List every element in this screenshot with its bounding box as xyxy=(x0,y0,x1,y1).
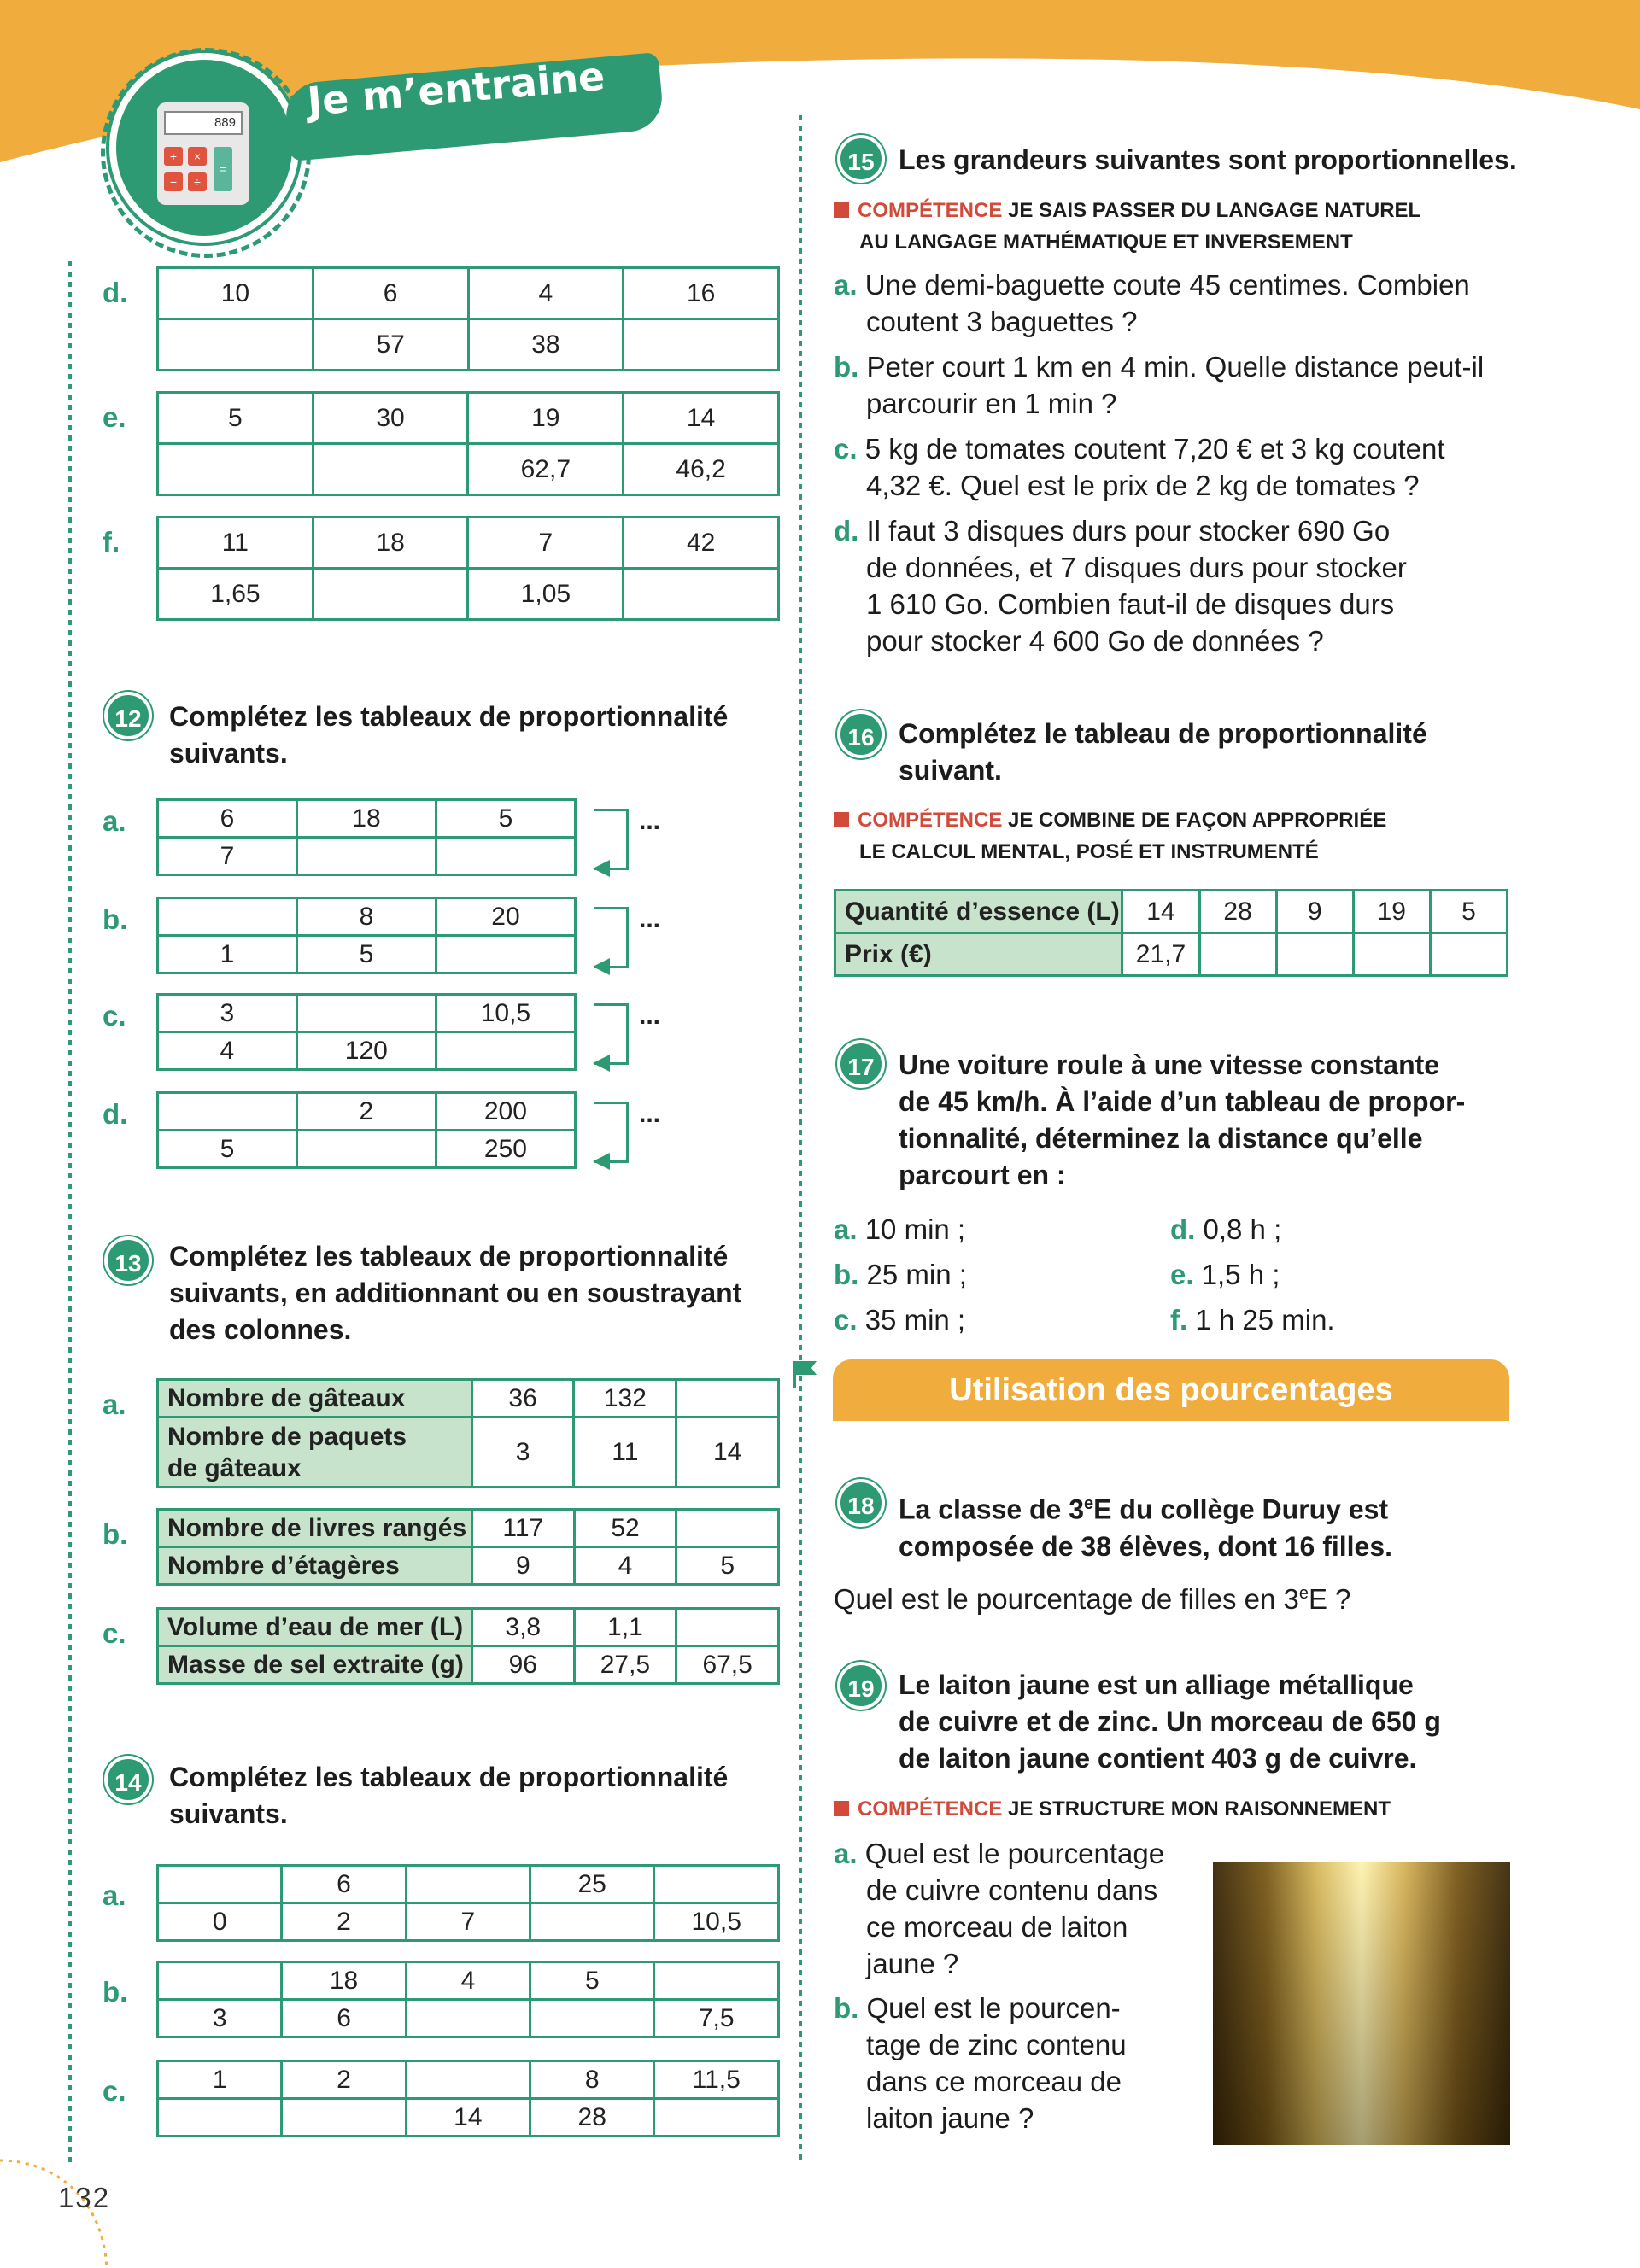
table-cell: 16 xyxy=(624,268,779,319)
table-row xyxy=(158,1962,779,2000)
table-cell xyxy=(158,898,297,936)
table-cell: 57 xyxy=(313,319,468,371)
table-cell xyxy=(676,1609,779,1646)
table-row xyxy=(158,2099,779,2136)
table-row xyxy=(158,1609,779,1646)
exercise-title: Complétez les tableaux de proportionnalité suivants. xyxy=(169,1762,729,1829)
question-b: b. Quel est le pourcen- tage de zinc contenu dans ce morceau de laiton jaune ? xyxy=(834,1992,1127,2134)
table-cell xyxy=(158,1866,282,1903)
table-cell: 14 xyxy=(624,393,779,444)
table-row xyxy=(158,1903,779,1941)
item-label: c. xyxy=(102,2075,126,2107)
table-cell: 14 xyxy=(1122,891,1199,933)
table-cell: 8 xyxy=(530,2061,654,2099)
table-cell xyxy=(676,1510,779,1547)
table-cell xyxy=(1353,933,1430,976)
table-cell: 52 xyxy=(574,1510,676,1547)
item-label: e. xyxy=(102,401,126,433)
question-a: a. Quel est le pourcentage de cuivre contenu dans ce morceau de laiton jaune ? xyxy=(834,1838,1165,1979)
header-title: Je m’entraine xyxy=(305,52,607,125)
table-row xyxy=(158,319,779,371)
calculator-display: 889 xyxy=(164,111,243,135)
table-row xyxy=(158,1547,779,1585)
table-row xyxy=(158,1093,576,1131)
row-header: Volume d’eau de mer (L) xyxy=(158,1609,472,1646)
table-row xyxy=(158,1032,576,1070)
table-cell: 8 xyxy=(296,898,436,936)
proportionality-table xyxy=(156,1508,780,1586)
ratio-placeholder: ... xyxy=(639,1100,661,1128)
table-cell: 117 xyxy=(472,1510,574,1547)
proportionality-table xyxy=(834,889,1508,977)
section-title: Utilisation des pourcentages xyxy=(833,1359,1509,1421)
table-cell: 46,2 xyxy=(624,444,779,495)
table-cell: 4 xyxy=(574,1547,676,1585)
table-cell xyxy=(158,1962,282,2000)
item-label: b. xyxy=(102,903,128,935)
table-cell: 6 xyxy=(282,1866,406,1903)
table-cell xyxy=(624,319,779,371)
table-cell: 20 xyxy=(436,898,575,936)
table-cell: 9 xyxy=(472,1547,574,1585)
table-cell: 6 xyxy=(313,268,468,319)
exercise-number: 16 xyxy=(837,710,885,758)
row-header: Quantité d’essence (L) xyxy=(835,891,1122,933)
table-cell: 10,5 xyxy=(654,1903,779,1941)
question-item: d. 0,8 h ; xyxy=(1170,1213,1282,1245)
row-header: Prix (€) xyxy=(835,933,1122,976)
table-cell: 200 xyxy=(436,1093,575,1131)
ratio-placeholder: ... xyxy=(639,807,661,835)
exercise-title: Complétez les tableaux de proportionnalité suivants, en additionnant ou en soustrayant des colonnes. xyxy=(169,1241,742,1345)
exercise-title: La classe de 3eE du collège Duruy est composée de 38 élèves, dont 16 filles. xyxy=(899,1493,1393,1562)
proportionality-table xyxy=(156,897,577,974)
proportionality-table xyxy=(156,993,577,1071)
competence-note: COMPÉTENCE JE SAIS PASSER DU LANGAGE NATUREL AU LANGAGE MATHÉMATIQUE ET INVERSEMENT xyxy=(834,195,1420,258)
table-row xyxy=(158,1510,779,1547)
page-number: 132 xyxy=(58,2182,111,2213)
table-row xyxy=(158,1866,779,1903)
ratio-placeholder: ... xyxy=(639,1002,661,1030)
table-cell: 7,5 xyxy=(654,2000,779,2037)
item-label: d. xyxy=(102,277,128,308)
question-item: a. Une demi-baguette coute 45 centimes. Combien coutent 3 baguettes ? xyxy=(834,269,1470,337)
table-cell xyxy=(436,936,575,973)
exercise-title: Les grandeurs suivantes sont proportionnelles. xyxy=(899,144,1517,175)
table-cell: 11 xyxy=(574,1418,676,1488)
exercise-number: 18 xyxy=(837,1479,885,1527)
table-cell: 38 xyxy=(468,319,624,371)
question-item: a. 10 min ; xyxy=(834,1213,966,1245)
table-cell xyxy=(654,2099,779,2136)
brass-photo-shading xyxy=(1213,1862,1510,2145)
table-cell: 4 xyxy=(158,1032,297,1070)
row-header: Nombre de gâteaux xyxy=(158,1380,472,1418)
question-item: e. 1,5 h ; xyxy=(1170,1259,1280,1290)
table-row xyxy=(158,393,779,444)
proportionality-table xyxy=(156,1091,577,1169)
table-cell xyxy=(158,444,313,495)
item-label: c. xyxy=(102,1000,126,1032)
item-label: b. xyxy=(102,1518,128,1550)
arrow-head-icon xyxy=(593,1153,610,1170)
left-margin-dots xyxy=(68,261,72,2166)
table-cell: 62,7 xyxy=(468,444,624,495)
table-cell xyxy=(406,1866,530,1903)
table-row xyxy=(158,995,576,1032)
table-cell: 1 xyxy=(158,2061,282,2099)
competence-note: COMPÉTENCE JE STRUCTURE MON RAISONNEMENT xyxy=(834,1793,1391,1825)
table-cell xyxy=(1276,933,1353,976)
table-cell xyxy=(1430,933,1507,976)
table-cell: 5 xyxy=(436,800,576,838)
table-cell: 18 xyxy=(313,517,468,569)
row-header: Nombre de paquets de gâteaux xyxy=(158,1418,472,1488)
table-cell xyxy=(296,1131,436,1168)
table-cell: 2 xyxy=(282,2061,406,2099)
table-cell xyxy=(296,838,436,875)
item-label: a. xyxy=(102,1388,126,1420)
question-item: c. 35 min ; xyxy=(834,1304,966,1336)
flag-icon xyxy=(788,1359,822,1390)
table-cell: 1,65 xyxy=(158,569,313,620)
table-cell xyxy=(313,569,468,620)
table-cell: 67,5 xyxy=(676,1646,779,1684)
table-row xyxy=(835,933,1508,976)
table-cell: 250 xyxy=(436,1131,575,1168)
table-cell: 28 xyxy=(1199,891,1276,933)
table-cell xyxy=(530,1903,653,1941)
table-cell: 30 xyxy=(313,393,468,444)
table-cell: 0 xyxy=(158,1903,282,1941)
table-cell: 120 xyxy=(296,1032,436,1070)
table-cell: 3 xyxy=(472,1418,574,1488)
proportionality-table xyxy=(156,1607,780,1685)
table-cell: 5 xyxy=(530,1962,654,2000)
table-row xyxy=(158,517,779,569)
table-cell: 6 xyxy=(158,800,297,838)
table-cell: 3 xyxy=(158,2000,282,2037)
table-cell: 14 xyxy=(406,2099,530,2136)
exercise-title: Complétez les tableaux de proportionnalité suivants. xyxy=(169,701,729,769)
table-cell xyxy=(676,1380,779,1418)
table-cell: 9 xyxy=(1276,891,1353,933)
item-label: b. xyxy=(102,1976,128,2008)
table-cell: 2 xyxy=(282,1903,406,1941)
arrow-head-icon xyxy=(593,1055,610,1072)
exercise-title: Le laiton jaune est un alliage métallique de cuivre et de zinc. Un morceau de 650 g de laiton jaune contient 403 g de cuivre. xyxy=(899,1669,1441,1774)
table-row xyxy=(158,1418,779,1488)
table-cell: 3 xyxy=(158,995,297,1032)
table-cell xyxy=(436,1032,575,1070)
exercise-number: 19 xyxy=(837,1662,885,1710)
table-cell: 7 xyxy=(468,517,624,569)
question-item: c. 5 kg de tomates coutent 7,20 € et 3 kg coutent 4,32 €. Quel est le prix de 2 kg de tomates ? xyxy=(834,433,1445,501)
competence-note: COMPÉTENCE JE COMBINE DE FAÇON APPROPRIÉE LE CALCUL MENTAL, POSÉ ET INSTRUMENTÉ xyxy=(834,804,1386,868)
arrow-head-icon xyxy=(593,860,610,877)
question-item: f. 1 h 25 min. xyxy=(1170,1304,1335,1336)
table-cell: 28 xyxy=(530,2099,654,2136)
table-row xyxy=(158,1131,576,1168)
table-cell: 18 xyxy=(296,800,436,838)
table-row xyxy=(158,268,779,319)
row-header: Masse de sel extraite (g) xyxy=(158,1646,472,1684)
exercise-number: 12 xyxy=(104,692,152,739)
table-cell: 1 xyxy=(158,936,297,973)
table-row xyxy=(158,569,779,620)
row-header: Nombre d’étagères xyxy=(158,1547,472,1585)
proportionality-table xyxy=(156,391,780,496)
question-item: b. Peter court 1 km en 4 min. Quelle distance peut-il parcourir en 1 min ? xyxy=(834,351,1485,419)
table-cell: 5 xyxy=(1430,891,1507,933)
table-cell xyxy=(436,838,576,875)
table-cell: 10 xyxy=(158,268,313,319)
table-cell: 14 xyxy=(676,1418,779,1488)
table-cell: 4 xyxy=(468,268,624,319)
table-cell: 7 xyxy=(158,838,297,875)
table-cell: 10,5 xyxy=(436,995,575,1032)
table-row xyxy=(158,444,779,495)
table-cell xyxy=(654,1866,779,1903)
table-cell xyxy=(1199,933,1276,976)
table-cell: 19 xyxy=(468,393,624,444)
table-cell xyxy=(406,2000,530,2037)
exercise-number: 14 xyxy=(104,1756,152,1803)
table-cell xyxy=(296,995,436,1032)
table-cell: 27,5 xyxy=(574,1646,676,1684)
table-cell: 5 xyxy=(296,936,436,973)
table-cell xyxy=(158,319,313,371)
proportionality-table xyxy=(156,2060,780,2137)
table-row xyxy=(158,1380,779,1418)
table-cell xyxy=(530,2000,654,2037)
table-cell xyxy=(406,2061,530,2099)
table-cell: 4 xyxy=(406,1962,530,2000)
column-divider-dots xyxy=(799,115,802,2165)
table-row xyxy=(835,891,1508,933)
table-cell xyxy=(313,444,468,495)
table-cell: 25 xyxy=(530,1866,653,1903)
table-cell: 3,8 xyxy=(472,1609,574,1646)
table-cell: 96 xyxy=(472,1646,574,1684)
table-cell: 132 xyxy=(574,1380,676,1418)
item-label: d. xyxy=(102,1098,128,1130)
table-row xyxy=(158,936,576,973)
table-row xyxy=(158,2000,779,2037)
table-cell: 6 xyxy=(282,2000,406,2037)
table-row xyxy=(158,2061,779,2099)
table-cell: 21,7 xyxy=(1122,933,1199,976)
item-label: a. xyxy=(102,1879,126,1911)
question-item: d. Il faut 3 disques durs pour stocker 690 Go de données, et 7 disques durs pour stocker 1 610 Go. Combien faut-il de disques durs pour stocker 4 600 Go de données ? xyxy=(834,515,1407,657)
proportionality-table xyxy=(156,266,780,371)
exercise-title: Une voiture roule à une vitesse constante de 45 km/h. À l’aide d’un tableau de propor- tionnalité, déterminez la distance qu’elle parcourt en : xyxy=(899,1049,1466,1190)
table-row xyxy=(158,898,576,936)
table-row xyxy=(158,838,576,875)
table-cell: 7 xyxy=(406,1903,530,1941)
table-cell: 1,1 xyxy=(574,1609,676,1646)
question-item: b. 25 min ; xyxy=(834,1259,967,1290)
proportionality-table xyxy=(156,1961,780,2038)
table-cell xyxy=(654,1962,779,2000)
table-cell xyxy=(624,569,779,620)
exercise-questions xyxy=(834,266,1484,668)
item-label: c. xyxy=(102,1617,126,1649)
table-row xyxy=(158,800,576,838)
proportionality-table xyxy=(156,516,780,621)
table-cell: 18 xyxy=(282,1962,406,2000)
row-header: Nombre de livres rangés xyxy=(158,1510,472,1547)
table-cell xyxy=(158,2099,282,2136)
table-cell xyxy=(158,1093,297,1131)
arrow-head-icon xyxy=(593,958,610,975)
ratio-placeholder: ... xyxy=(639,905,661,933)
proportionality-table xyxy=(156,1864,780,1942)
table-cell: 36 xyxy=(472,1380,574,1418)
calculator-icon: 889 + × − ÷ = xyxy=(157,102,249,205)
exercise-number: 15 xyxy=(837,135,885,183)
proportionality-table xyxy=(156,798,577,876)
table-cell: 1,05 xyxy=(468,569,624,620)
table-cell: 19 xyxy=(1353,891,1430,933)
item-label: a. xyxy=(102,805,126,837)
item-label: f. xyxy=(102,526,120,558)
table-cell: 2 xyxy=(296,1093,436,1131)
table-cell: 5 xyxy=(676,1547,779,1585)
exercise-title: Complétez le tableau de proportionnalité suivant. xyxy=(899,718,1427,786)
table-cell xyxy=(282,2099,406,2136)
table-cell: 42 xyxy=(624,517,779,569)
exercise-number: 17 xyxy=(837,1040,885,1088)
proportionality-table xyxy=(156,1378,780,1488)
table-row xyxy=(158,1646,779,1684)
table-cell: 11 xyxy=(158,517,313,569)
table-cell: 5 xyxy=(158,1131,297,1168)
exercise-number: 13 xyxy=(104,1236,152,1284)
exercise-question: Quel est le pourcentage de filles en 3eE ? xyxy=(834,1583,1351,1615)
table-cell: 5 xyxy=(158,393,313,444)
table-cell: 11,5 xyxy=(654,2061,779,2099)
